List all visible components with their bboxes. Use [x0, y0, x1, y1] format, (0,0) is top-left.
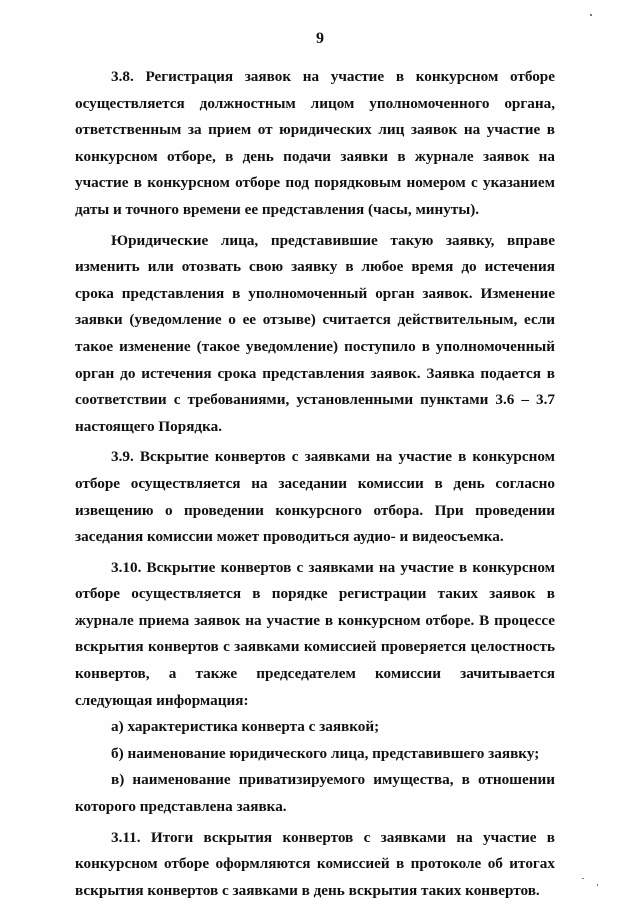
paragraph-3-9: 3.9. Вскрытие конвертов с заявками на участие в конкурсном отборе осуществляется на заседании комиссии в день согласно извещению о проведении конкурсного отбора. При проведении заседания комиссии может проводиться аудио- и видеосъемка.	[75, 448, 555, 546]
list-item-b: б) наименование юридического лица, представившего заявку;	[111, 744, 540, 762]
paragraph-3-10: 3.10. Вскрытие конвертов с заявками на участие в конкурсном отборе осуществляется в порядке регистрации таких заявок в журнале приема заявок на участие в конкурсном отборе. В процессе вскрытия конвертов с заявками комиссией проверяется целостность конвертов, а также председателем комиссии зачитывается следующая информация:	[75, 558, 555, 709]
scan-speck	[597, 884, 598, 886]
list-item-a: а) характеристика конверта с заявкой;	[111, 718, 380, 736]
scan-speck	[590, 14, 592, 16]
paragraph-withdrawal: Юридические лица, представившие такую заявку, вправе изменить или отозвать свою заявку в любое время до истечения срока представления в уполномоченный орган заявок. Изменение заявки (уведомление о ее отзыве) считается действительным, если такое изменение (такое уведомление) поступило в уполномоченный орган до истечения срока представления заявок. Заявка подается в соответствии с требованиями, установленными пунктами 3.6 – 3.7 настоящего Порядка.	[75, 231, 555, 435]
page-number: 9	[316, 30, 324, 47]
paragraph-3-8: 3.8. Регистрация заявок на участие в конкурсном отборе осуществляется должностным лицом уполномоченного органа, ответственным за прием от юридических лиц заявок на участие в конкурсном отборе, в день подачи заявки в журнале заявок на участие в конкурсном отборе под порядковым номером с указанием даты и точного времени ее представления (часы, минуты).	[75, 68, 555, 218]
list-item-c: в) наименование приватизируемого имущества, в отношении которого представлена заявка.	[75, 771, 555, 816]
scan-speck	[582, 878, 584, 879]
document-body	[75, 64, 555, 904]
paragraph-3-11: 3.11. Итоги вскрытия конвертов с заявками на участие в конкурсном отборе оформляются комиссией в протоколе об итогах вскрытия конвертов с заявками в день вскрытия таких конвертов.	[75, 828, 555, 899]
